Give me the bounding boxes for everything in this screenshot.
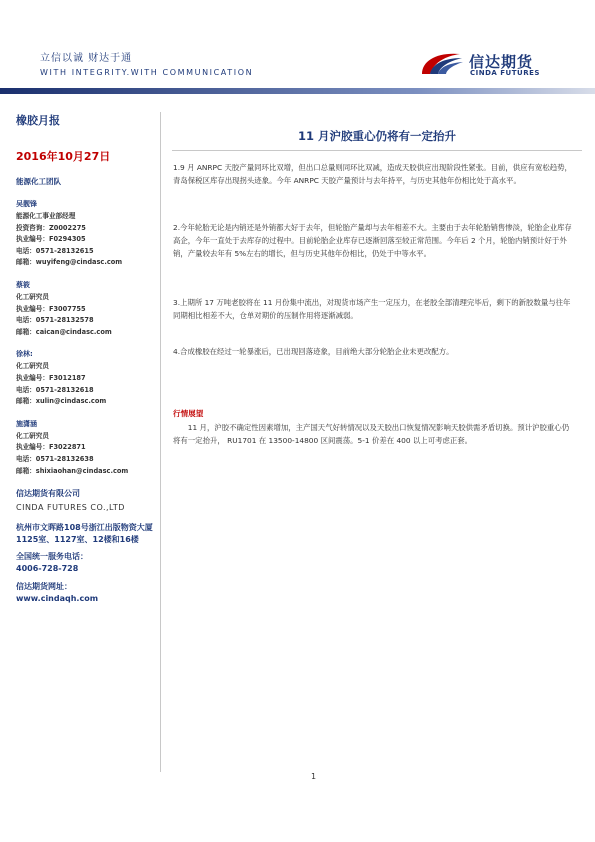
analyst-email[interactable]: 邮箱：shixiaohan@cindasc.com: [16, 466, 129, 475]
analyst-card: [16, 351, 156, 404]
analyst-card: [16, 282, 156, 335]
analyst-license: 投资咨询：Z0002275: [16, 223, 86, 232]
analyst-title: 化工研究员: [16, 431, 49, 440]
analyst-phone: 电话：0571-28132618: [16, 385, 94, 394]
company-name-en: CINDA FUTURES CO.,LTD: [16, 503, 125, 513]
report-type: 橡胶月报: [16, 114, 60, 127]
paragraph-3: 3.上期所 17 万吨老胶将在 11 月份集中流出，对现货市场产生一定压力，在老胶全部清理完毕后，剩下的新胶数量与往年同期相比相差不大，仓单对期价的压制作用将逐渐减弱。: [173, 298, 571, 320]
analyst-phone: 电话：0571-28132578: [16, 316, 94, 325]
analyst-card: [16, 421, 156, 474]
website-label: 信达期货网址：: [16, 582, 72, 592]
analyst-email[interactable]: 邮箱：xulin@cindasc.com: [16, 397, 107, 406]
analyst-phone: 电话：0571-28132615: [16, 246, 94, 255]
analyst-email[interactable]: 邮箱：wuyifeng@cindasc.com: [16, 258, 123, 267]
report-title: 11 月沪胶重心仍将有一定抬升: [297, 129, 456, 143]
analyst-title: 能源化工事业部经理: [16, 212, 76, 220]
logo-text-en: CINDA FUTURES: [470, 69, 540, 77]
column-divider: [160, 112, 161, 772]
team-name: 能源化工团队: [16, 177, 61, 186]
outlook-paragraph: 11 月，沪胶不确定性因素增加，主产国天气好转情况以及天胶出口恢复情况影响天胶供需矛盾切换。预计沪胶重心仍将有一定抬升， RU1701 在 13500-14800 区间震荡。5-1 价差在 400 以上可考虑正套。: [173, 423, 570, 445]
company-address: 杭州市文晖路108号浙江出版物资大厦1125室、1127室、12楼和16楼: [16, 523, 153, 544]
website-link[interactable]: www.cindaqh.com: [16, 594, 99, 604]
cinda-logo-icon: [416, 48, 466, 76]
hotline-label: 全国统一服务电话：: [16, 552, 88, 562]
paragraph-1: 1.9 月 ANRPC 天胶产量同环比双增，但出口总量则同环比双减，造成天胶供应出现阶段性紧张。目前，供应有宽松趋势，青岛保税区库存出现拐头迹象。今年 ANRPC 天胶产量预计与去年持平，与历史其他年份相比处于高水平。: [173, 163, 572, 185]
company-name-cn: 信达期货有限公司: [16, 489, 80, 499]
analyst-name: 施潇涵: [16, 419, 37, 428]
paragraph-4: 4.合成橡胶在经过一轮暴涨后，已出现回落迹象，目前绝大部分轮胎企业未更改配方。: [173, 347, 454, 356]
analyst-license-no: 执业编号：F0294305: [16, 235, 86, 244]
analyst-title: 化工研究员: [16, 292, 49, 301]
analyst-name: 蔡筱: [16, 280, 30, 289]
analyst-email[interactable]: 邮箱：caican@cindasc.com: [16, 327, 112, 336]
header-slogan: 立信以诚 财达于通: [40, 53, 133, 64]
title-divider: [172, 150, 582, 151]
analyst-card: [16, 201, 156, 266]
analyst-title: 化工研究员: [16, 362, 49, 371]
header-slogan-en: WITH INTEGRITY.WITH COMMUNICATION: [40, 68, 254, 77]
analyst-license-no: 执业编号：F3007755: [16, 304, 86, 313]
page-number: 1: [311, 772, 317, 781]
section-title-outlook: 行情展望: [173, 409, 204, 418]
analyst-license-no: 执业编号：F3022871: [16, 443, 86, 452]
analyst-name: 吴靓锋: [16, 200, 37, 208]
analyst-license-no: 执业编号：F3012187: [16, 373, 86, 382]
header-divider: [0, 88, 595, 94]
sidebar: [16, 112, 156, 613]
paragraph-2: 2.今年轮胎无论是内销还是外销都大好于去年，但轮胎产量却与去年相差不大。主要由于去年轮胎销售惨淡，轮胎企业库存高企，今年一直处于去库存的过程中。目前轮胎企业库存已逐渐回落至较正常范围。今年后 2 个月，轮胎内销预计好于外销，产量较去年有 5%左右的增长，但与历史其他年份相比，仍处于中等水平。: [173, 223, 572, 258]
logo-text-cn: 信达期货: [469, 53, 534, 71]
analyst-phone: 电话：0571-28132638: [16, 454, 94, 463]
hotline-number: 4006-728-728: [16, 564, 79, 574]
report-date: 2016年10月27日: [16, 150, 111, 163]
analyst-name: 徐林:: [16, 350, 33, 359]
